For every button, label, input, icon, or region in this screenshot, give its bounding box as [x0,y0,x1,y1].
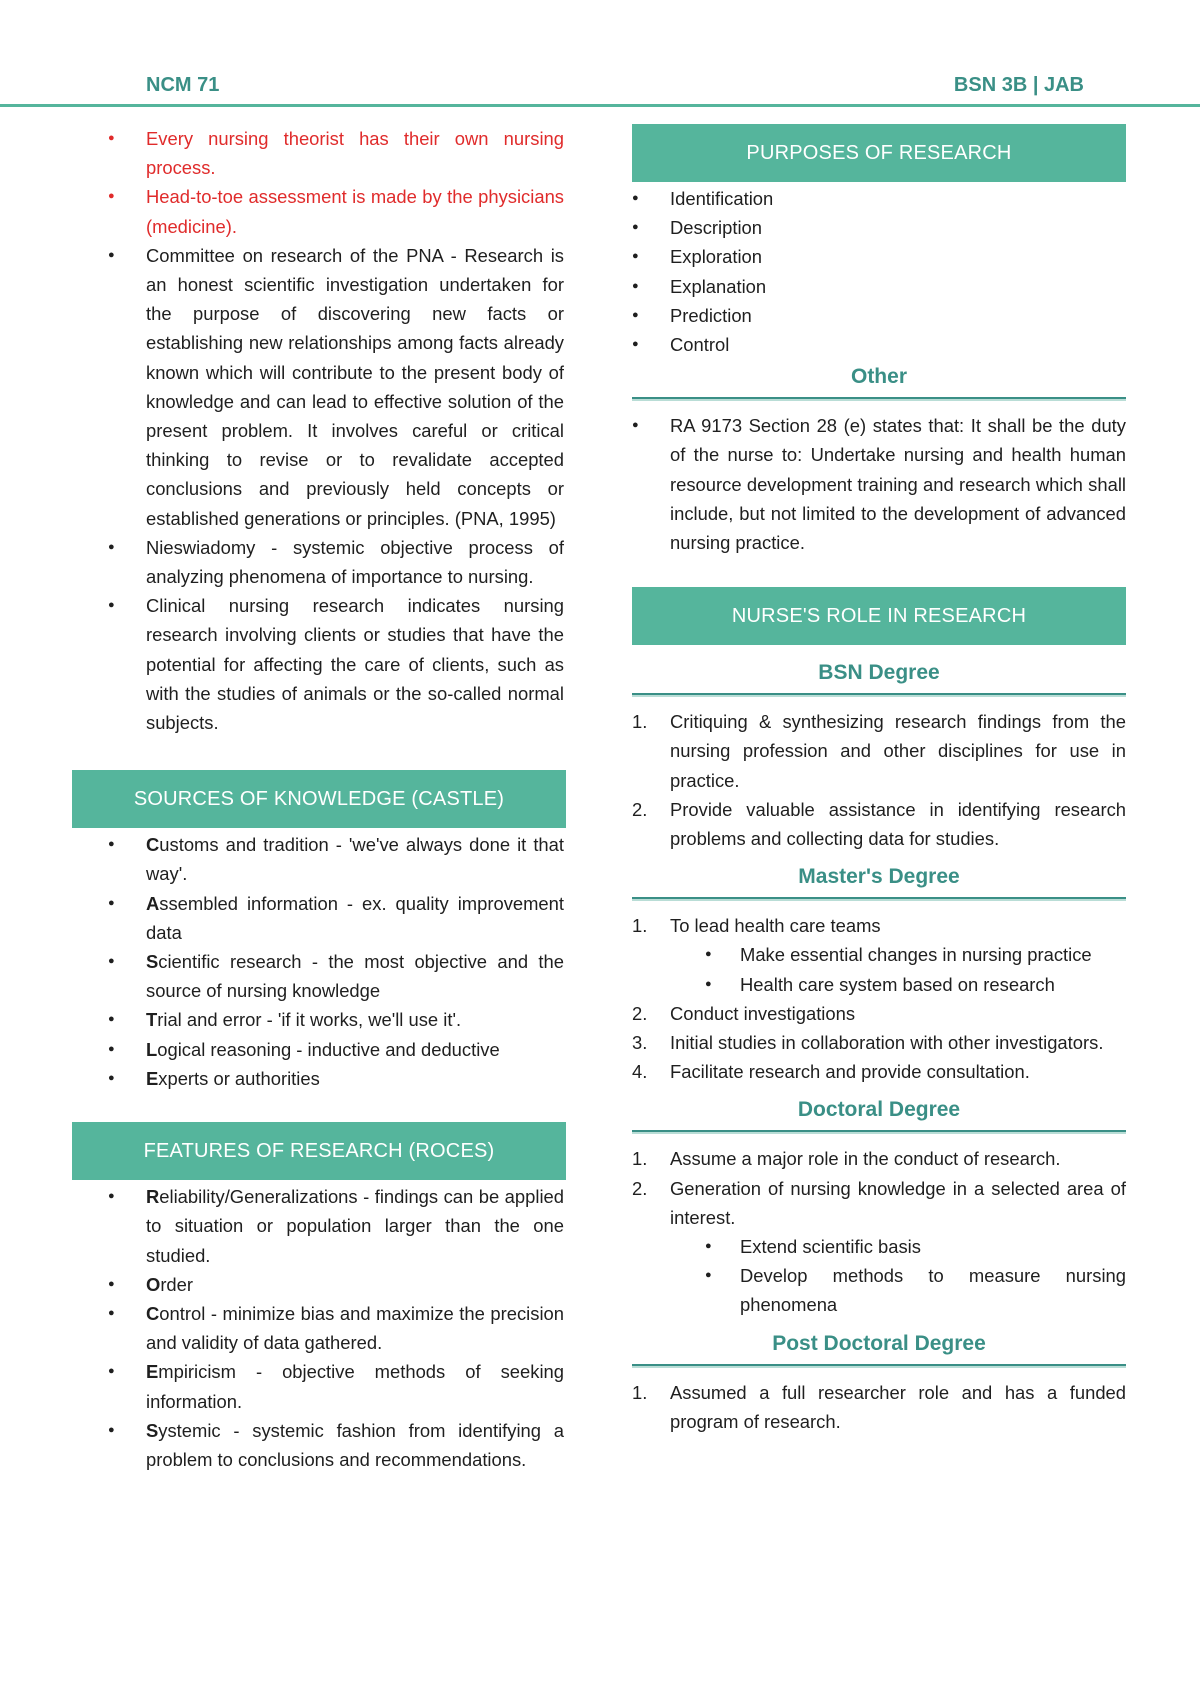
list-item [108,1357,564,1415]
list-item: ● Control [632,330,1126,359]
list-item: ● Nieswiadomy - systemic objective process of analyzing phenomena of importance to nursing. [108,533,564,591]
list-item [108,1035,564,1064]
item-number: 1. [632,711,648,733]
bsn-list [632,707,1126,853]
list-item-text: xperts or authorities [158,1067,320,1089]
left-column [108,124,564,1474]
numbered-item [632,1174,1126,1320]
item-number: 2. [632,1177,648,1199]
item-text: Assumed a full researcher role and has a funded program of research. [670,1381,1126,1432]
features-heading: FEATURES OF RESEARCH (ROCES) [72,1122,566,1180]
list-item: ● Committee on research of the PNA - Research is an honest scientific investigation undertaken for the purpose of discovering new facts or establishing new relationships among facts already known which will contribute to the present body of knowledge and can lead to effective solution of the present problem. It involves careful or critical thinking to revise or to revalidate accepted conclusions and previously held concepts or established generations or principles. (PNA, 1995) [108,241,564,533]
item-number: 1. [632,915,648,937]
acronym-letter: A [146,892,160,914]
list-item: ● RA 9173 Section 28 (e) states that: It shall be the duty of the nurse to: Undertake nursing and health human resource development training and research which shall include, but not limited to the development of advanced nursing practice. [632,411,1126,557]
acronym-letter: C [146,1302,160,1324]
item-text: Generation of nursing knowledge in a selected area of interest. [670,1177,1126,1228]
right-column [632,124,1126,1436]
list-item: ● Identification [632,184,1126,213]
acronym-letter: S [146,951,159,973]
item-text: Conduct investigations [670,1002,856,1024]
list-item-text: mpiricism - objective methods of seeking information. [146,1361,564,1412]
sources-list [108,830,564,1093]
numbered-item [632,1144,1126,1173]
masters-list [632,911,1126,1086]
course-code: NCM 71 [146,74,220,96]
doctoral-rule [632,1130,1126,1134]
list-item-text: ystemic - systemic fashion from identifying a problem to conclusions and recommendations. [146,1419,564,1470]
other-list [632,411,1126,557]
header-divider [0,104,1200,107]
postdoc-list [632,1378,1126,1436]
item-number: 4. [632,1061,648,1083]
sub-item: ● Develop methods to measure nursing phenomena [705,1261,1126,1319]
item-number: 2. [632,798,648,820]
acronym-letter: L [146,1038,158,1060]
doctoral-list [632,1144,1126,1319]
list-item [108,889,564,947]
acronym-letter: S [146,1419,159,1441]
list-item [108,1416,564,1474]
item-text: Assume a major role in the conduct of research. [670,1148,1061,1170]
numbered-item [632,1057,1126,1086]
doctoral-subheading: Doctoral Degree [797,1098,961,1122]
item-text: Critiquing & synthesizing research findings from the nursing profession and other disciplines for use in practice. [670,711,1126,791]
sub-list [670,1232,1126,1320]
list-item: ● Description [632,213,1126,242]
acronym-letter: E [146,1067,159,1089]
list-item-text: ustoms and tradition - 'we've always done it that way'. [146,834,564,885]
purposes-list [632,184,1126,359]
acronym-letter: O [146,1273,161,1295]
numbered-item [632,999,1126,1028]
masters-subheading: Master's Degree [798,865,960,889]
list-item-text: cientific research - the most objective and the source of nursing knowledge [146,951,564,1002]
list-item: ● Clinical nursing research indicates nursing research involving clients or studies that have the potential for affecting the care of clients, such as with the studies of animals or the so-called normal subjects. [108,591,564,737]
item-number: 2. [632,1002,648,1024]
other-rule [632,397,1126,401]
item-text: To lead health care teams [670,915,881,937]
bsn-rule [632,693,1126,697]
role-heading: NURSE'S ROLE IN RESEARCH [632,587,1126,645]
page-header [0,0,1200,110]
list-item-text: ssembled information - ex. quality improvement data [146,892,564,943]
postdoc-rule [632,1364,1126,1368]
list-item: ● Every nursing theorist has their own nursing process. [108,124,564,182]
list-item [108,1005,564,1034]
acronym-letter: T [146,1009,158,1031]
acronym-letter: R [146,1186,160,1208]
item-text: Initial studies in collaboration with other investigators. [670,1032,1104,1054]
sub-item: ● Health care system based on research [705,970,1126,999]
intro-list [108,124,564,737]
item-text: Provide valuable assistance in identifying research problems and collecting data for studies. [670,798,1126,850]
purposes-heading: PURPOSES OF RESEARCH [632,124,1126,182]
acronym-letter: E [146,1361,159,1383]
features-list [108,1182,564,1474]
item-number: 3. [632,1032,648,1054]
list-item: ● Exploration [632,242,1126,271]
sub-item: ● Extend scientific basis [705,1232,1126,1261]
sources-heading: SOURCES OF KNOWLEDGE (CASTLE) [72,770,566,828]
numbered-item [632,707,1126,795]
numbered-item [632,795,1126,853]
list-item: ● Explanation [632,272,1126,301]
list-item-text: ontrol - minimize bias and maximize the precision and validity of data gathered. [146,1302,564,1354]
list-item-text: rial and error - 'if it works, we'll use it'. [157,1009,462,1031]
sub-item: ● Make essential changes in nursing practice [705,940,1126,969]
list-item-text: rder [160,1273,194,1295]
list-item [108,1270,564,1299]
list-item [108,830,564,888]
list-item: ● Head-to-toe assessment is made by the physicians (medicine). [108,182,564,240]
list-item-text: ogical reasoning - inductive and deductive [157,1038,500,1060]
bsn-subheading: BSN Degree [818,661,940,685]
list-item-text: eliability/Generalizations - findings can be applied to situation or population larger than the one studied. [146,1186,564,1266]
class-section: BSN 3B | JAB [953,74,1084,96]
acronym-letter: C [146,834,160,856]
list-item [108,1299,564,1357]
numbered-item [632,911,1126,999]
item-text: Facilitate research and provide consultation. [670,1061,1030,1083]
item-number: 1. [632,1381,648,1403]
numbered-item [632,1028,1126,1057]
numbered-item [632,1378,1126,1436]
list-item [108,1064,564,1093]
list-item [108,947,564,1005]
item-number: 1. [632,1148,648,1170]
masters-rule [632,897,1126,901]
list-item [108,1182,564,1270]
list-item: ● Prediction [632,301,1126,330]
other-subheading: Other [850,365,907,389]
postdoc-subheading: Post Doctoral Degree [772,1331,986,1355]
sub-list [670,940,1126,998]
